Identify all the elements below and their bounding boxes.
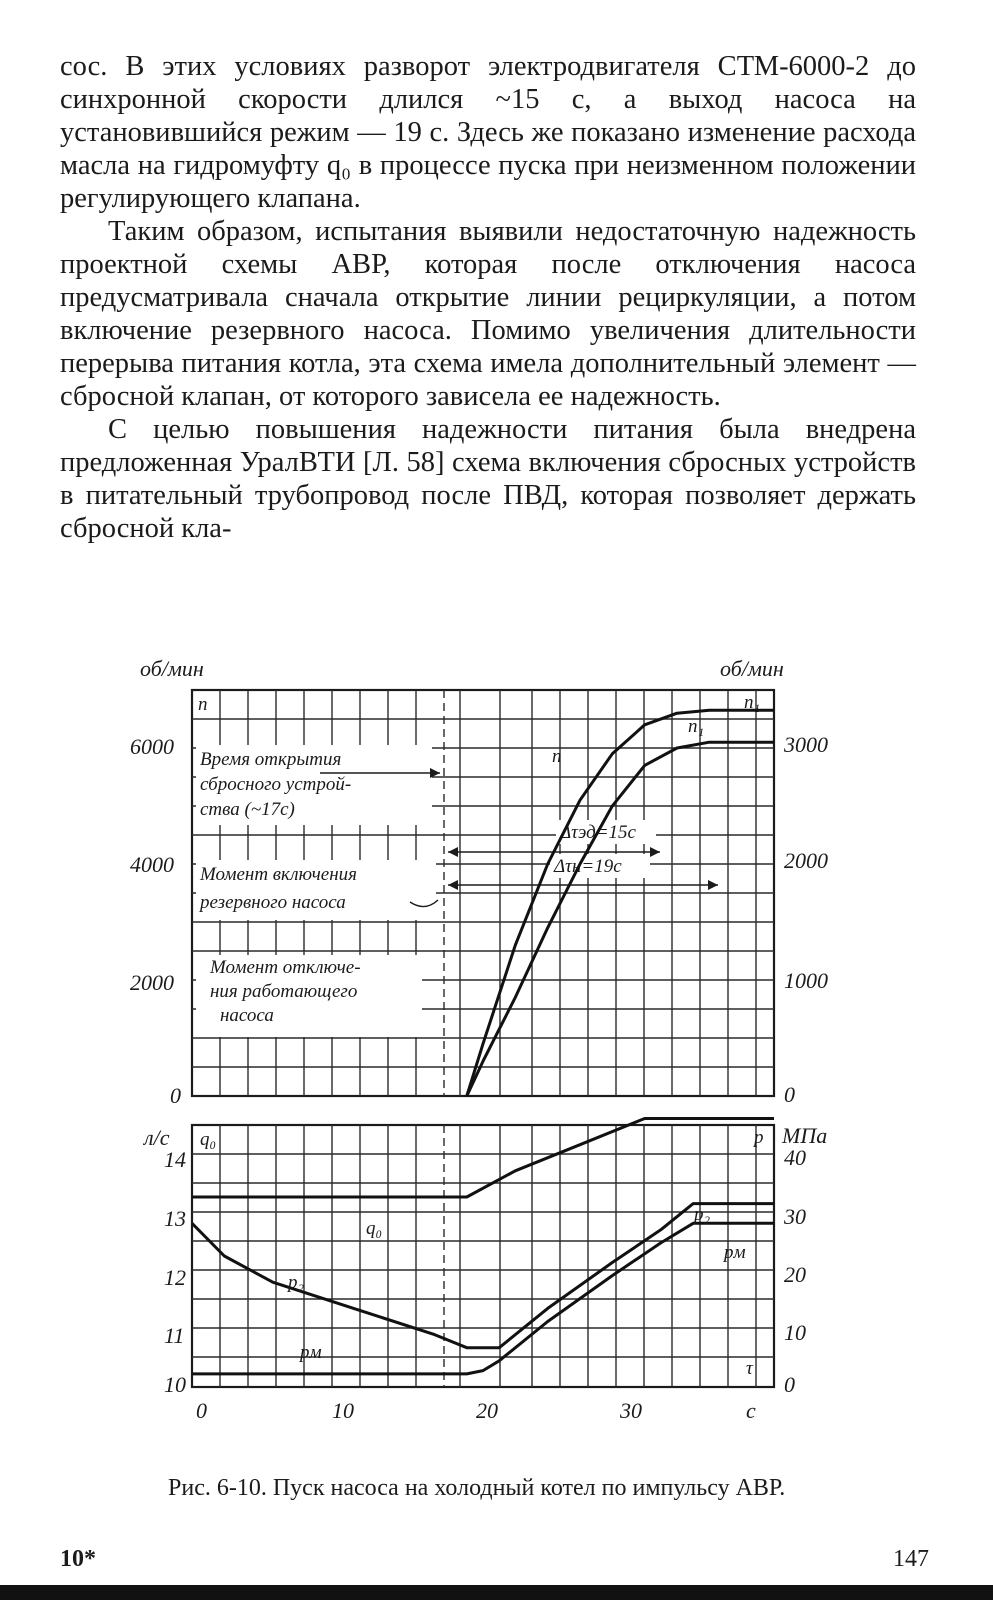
- annotation-off-line1: Момент отключе-: [210, 957, 361, 978]
- annotation-open-line3: ства (~17с): [200, 799, 295, 820]
- arrowhead-dt-ed-left: [448, 847, 458, 857]
- paragraph-3: С целью повышения надежности питания была внедрена предложенная УралВТИ [Л. 58] схема включения сбросных устройств в питательный трубопровод после ПВД, которая позволяет держать сбросной кла-: [60, 414, 916, 544]
- bottom-right-tick: 30: [784, 1204, 806, 1229]
- bottom-left-tick: 12: [164, 1265, 186, 1290]
- top-right-unit: об/мин: [720, 656, 784, 681]
- signature-mark: 10*: [60, 1546, 96, 1572]
- bottom-corner-left: q₀: [200, 1129, 217, 1150]
- bottom-left-tick: 11: [164, 1323, 185, 1348]
- bottom-right-unit: МПа: [782, 1123, 828, 1148]
- page-number: 147: [893, 1546, 929, 1572]
- top-corner-right: n₁: [744, 692, 761, 713]
- bottom-left-tick: 10: [164, 1372, 186, 1397]
- bottom-chart: [142, 1119, 827, 1424]
- bottom-edge: [0, 1585, 993, 1600]
- top-right-tick: 2000: [784, 848, 828, 873]
- series-line-p2: [192, 1204, 774, 1348]
- arrowhead-dt-ed-right: [650, 847, 660, 857]
- arrowhead-dt-n-left: [448, 880, 458, 890]
- curve-label-pm-right: pм: [724, 1242, 746, 1263]
- top-left-tick: 6000: [130, 734, 174, 759]
- annotation-off-line3: насоса: [220, 1005, 274, 1026]
- dt-n-label: Δτн=19с: [554, 856, 622, 877]
- bottom-left-unit: л/с: [144, 1125, 170, 1150]
- top-left-tick: 4000: [130, 852, 174, 877]
- x-tick: 30: [620, 1398, 642, 1423]
- bottom-right-tick: 10: [784, 1320, 806, 1345]
- curve-label-q0: q₀: [366, 1218, 383, 1239]
- curve-label-p2-right: p₂: [694, 1204, 711, 1225]
- top-right-tick: 1000: [784, 968, 828, 993]
- top-corner-left: n: [198, 694, 208, 715]
- bottom-right-tick: 0: [784, 1372, 795, 1397]
- annotation-on-line2: резервного насоса: [200, 892, 346, 913]
- annotation-open-line1: Время открытия: [200, 749, 342, 770]
- curve-label-tau: τ: [746, 1358, 753, 1379]
- top-chart: [130, 656, 828, 1108]
- curve-label-n1: n₁: [688, 716, 705, 737]
- bottom-right-tick: 20: [784, 1262, 806, 1287]
- body-text: [60, 50, 916, 545]
- figure-caption: [168, 1474, 858, 1502]
- series-line-q0: [192, 1119, 774, 1198]
- x-tick: с: [746, 1398, 756, 1423]
- curve-label-pm-left: pм: [300, 1342, 322, 1363]
- bottom-left-tick: 13: [164, 1206, 186, 1231]
- top-right-tick: 3000: [784, 732, 828, 757]
- bottom-curves: [192, 1119, 774, 1374]
- curve-label-n: n: [552, 746, 562, 767]
- annotation-open-line2: сбросного устрой-: [200, 774, 352, 795]
- x-tick: 10: [332, 1398, 354, 1423]
- dt-ed-label: Δτэд=15с: [560, 822, 636, 843]
- arrowhead-dt-n-right: [708, 880, 718, 890]
- annotation-off-line2: ния работающего: [210, 981, 358, 1002]
- bottom-right-tick: 40: [784, 1145, 806, 1170]
- top-left-tick: 2000: [130, 970, 174, 995]
- figure-6-10: [120, 640, 860, 1430]
- bottom-left-tick: 14: [164, 1147, 186, 1172]
- annotation-on-line1: Момент включения: [200, 864, 357, 885]
- x-tick: 0: [196, 1398, 207, 1423]
- curve-label-p2-left: p₂: [288, 1272, 305, 1293]
- caption-text: Рис. 6-10. Пуск насоса на холодный котел по импульсу АВР.: [168, 1475, 786, 1501]
- top-left-tick: 0: [170, 1083, 181, 1108]
- top-left-unit: об/мин: [140, 656, 204, 681]
- bottom-corner-right: p: [754, 1127, 764, 1148]
- paragraph-1: сос. В этих условиях разворот электродвигателя СТМ-6000-2 до синхронной скорости длился ~15 с, а выход насоса на установившийся режим — 19 с. Здесь же показано изменение расхода масла на гидромуфту q₀ в процессе пуска при неизменном положении регулирующего клапана.: [60, 51, 916, 214]
- top-right-tick: 0: [784, 1082, 795, 1107]
- paragraph-2: Таким образом, испытания выявили недостаточную надежность проектной схемы АВР, которая после отключения насоса предусматривала сначала открытие линии рециркуляции, а потом включение резервного насоса. Помимо увеличения длительности перерыва питания котла, эта схема имела дополнительный элемент — сбросной клапан, от которого зависела ее надежность.: [60, 216, 916, 412]
- x-tick: 20: [476, 1398, 498, 1423]
